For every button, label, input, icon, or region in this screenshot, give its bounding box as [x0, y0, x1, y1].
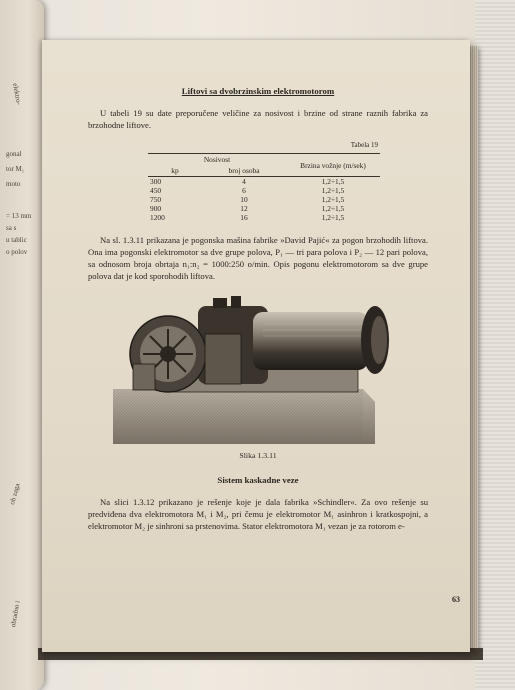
table-caption: Tabela 19 [350, 141, 378, 149]
left-fragment: sa s [6, 224, 17, 232]
table-row [148, 213, 380, 222]
left-fragment: u tablic [6, 236, 27, 244]
left-fragment: moto [6, 180, 21, 188]
left-fragment: tor M₁ [6, 165, 25, 173]
figure-motor-illustration [113, 294, 403, 444]
cell-speed: 1,2÷1,5 [321, 204, 345, 213]
table-header-speed: Brzina vožnje (m/sek) [286, 154, 380, 177]
cell-speed: 1,2÷1,5 [321, 195, 345, 204]
cell-persons: 10 [240, 195, 248, 204]
cell-speed: 1,2÷1,5 [321, 186, 345, 195]
data-table [148, 153, 380, 222]
page-stack-edge [470, 46, 478, 652]
motor-cylinder [253, 312, 368, 370]
left-fragment: gonal [6, 150, 22, 158]
page-number: 63 [452, 595, 460, 604]
cell-kp: 750 [150, 195, 162, 204]
page-content [88, 85, 428, 532]
cell-persons: 6 [242, 186, 246, 195]
cell-persons: 12 [240, 204, 248, 213]
cell-persons: 16 [240, 213, 248, 222]
cell-speed: 1,2÷1,5 [321, 213, 345, 222]
figure-caption: Slika 1.3.11 [239, 451, 277, 460]
motor-drawing [113, 294, 403, 444]
book-page [42, 40, 470, 652]
paragraph-cascade: Na slici 1.3.12 prikazano je rešenje koje je dala fabrika »Schindler«. Za ovo rešenje su predviđena dva elektromotora M₁ i M₂, pri čemu je elektromotor M₁ asinhron i kratkospojni, a elektromotor M₂ je sinhroni sa prstenovima. Stator elektromotora M₁ vezan je za rotorom e- [88, 497, 428, 531]
background-cloth [475, 0, 515, 690]
table-row [148, 204, 380, 213]
paragraph-intro: U tabeli 19 su date preporučene veličine za nosivost i brzine od strane raznih fabrika za brzohodne liftove. [88, 108, 428, 130]
cell-kp: 900 [150, 204, 162, 213]
table-group-header: Nosivost [148, 154, 286, 166]
paragraph-machine: Na sl. 1.3.11 prikazana je pogonska mašina fabrike »David Pajić« za pogon brzohodih liftova. Ona ima pogonski elektromotor sa dve grupe polova, P₁ — tri para polova i P₂ — 12 pari polova, sa odnosom broja obrtaja n₁:n₂ = 1000:250 o/min. Opis pogonu elektromotorom sa dve grupe polova dat je kod sporohodih liftova. [88, 235, 428, 281]
brake-drum [205, 334, 241, 384]
table-row [148, 186, 380, 195]
cell-kp: 300 [150, 177, 162, 186]
left-fragment: o polov [6, 248, 28, 256]
table-header-kp: kp [148, 165, 202, 177]
bearing-block [133, 364, 155, 390]
left-page-edge [0, 0, 44, 690]
cell-speed: 1,2÷1,5 [321, 177, 345, 186]
table-row [148, 177, 380, 187]
cell-kp: 1200 [150, 213, 165, 222]
table-header-persons: broj osoba [202, 165, 286, 177]
left-fragment: = 13 mm [6, 212, 32, 220]
section-heading: Liftovi sa dvobrzinskim elektromotorom [181, 86, 335, 96]
cell-kp: 450 [150, 186, 162, 195]
section-heading-2: Sistem kaskadne veze [217, 475, 299, 485]
left-fragment: obradno i [9, 600, 22, 628]
cell-persons: 4 [242, 177, 246, 186]
left-fragment: elektro- [11, 82, 23, 106]
table-row [148, 195, 380, 204]
left-fragment: ob zaga [8, 482, 22, 506]
